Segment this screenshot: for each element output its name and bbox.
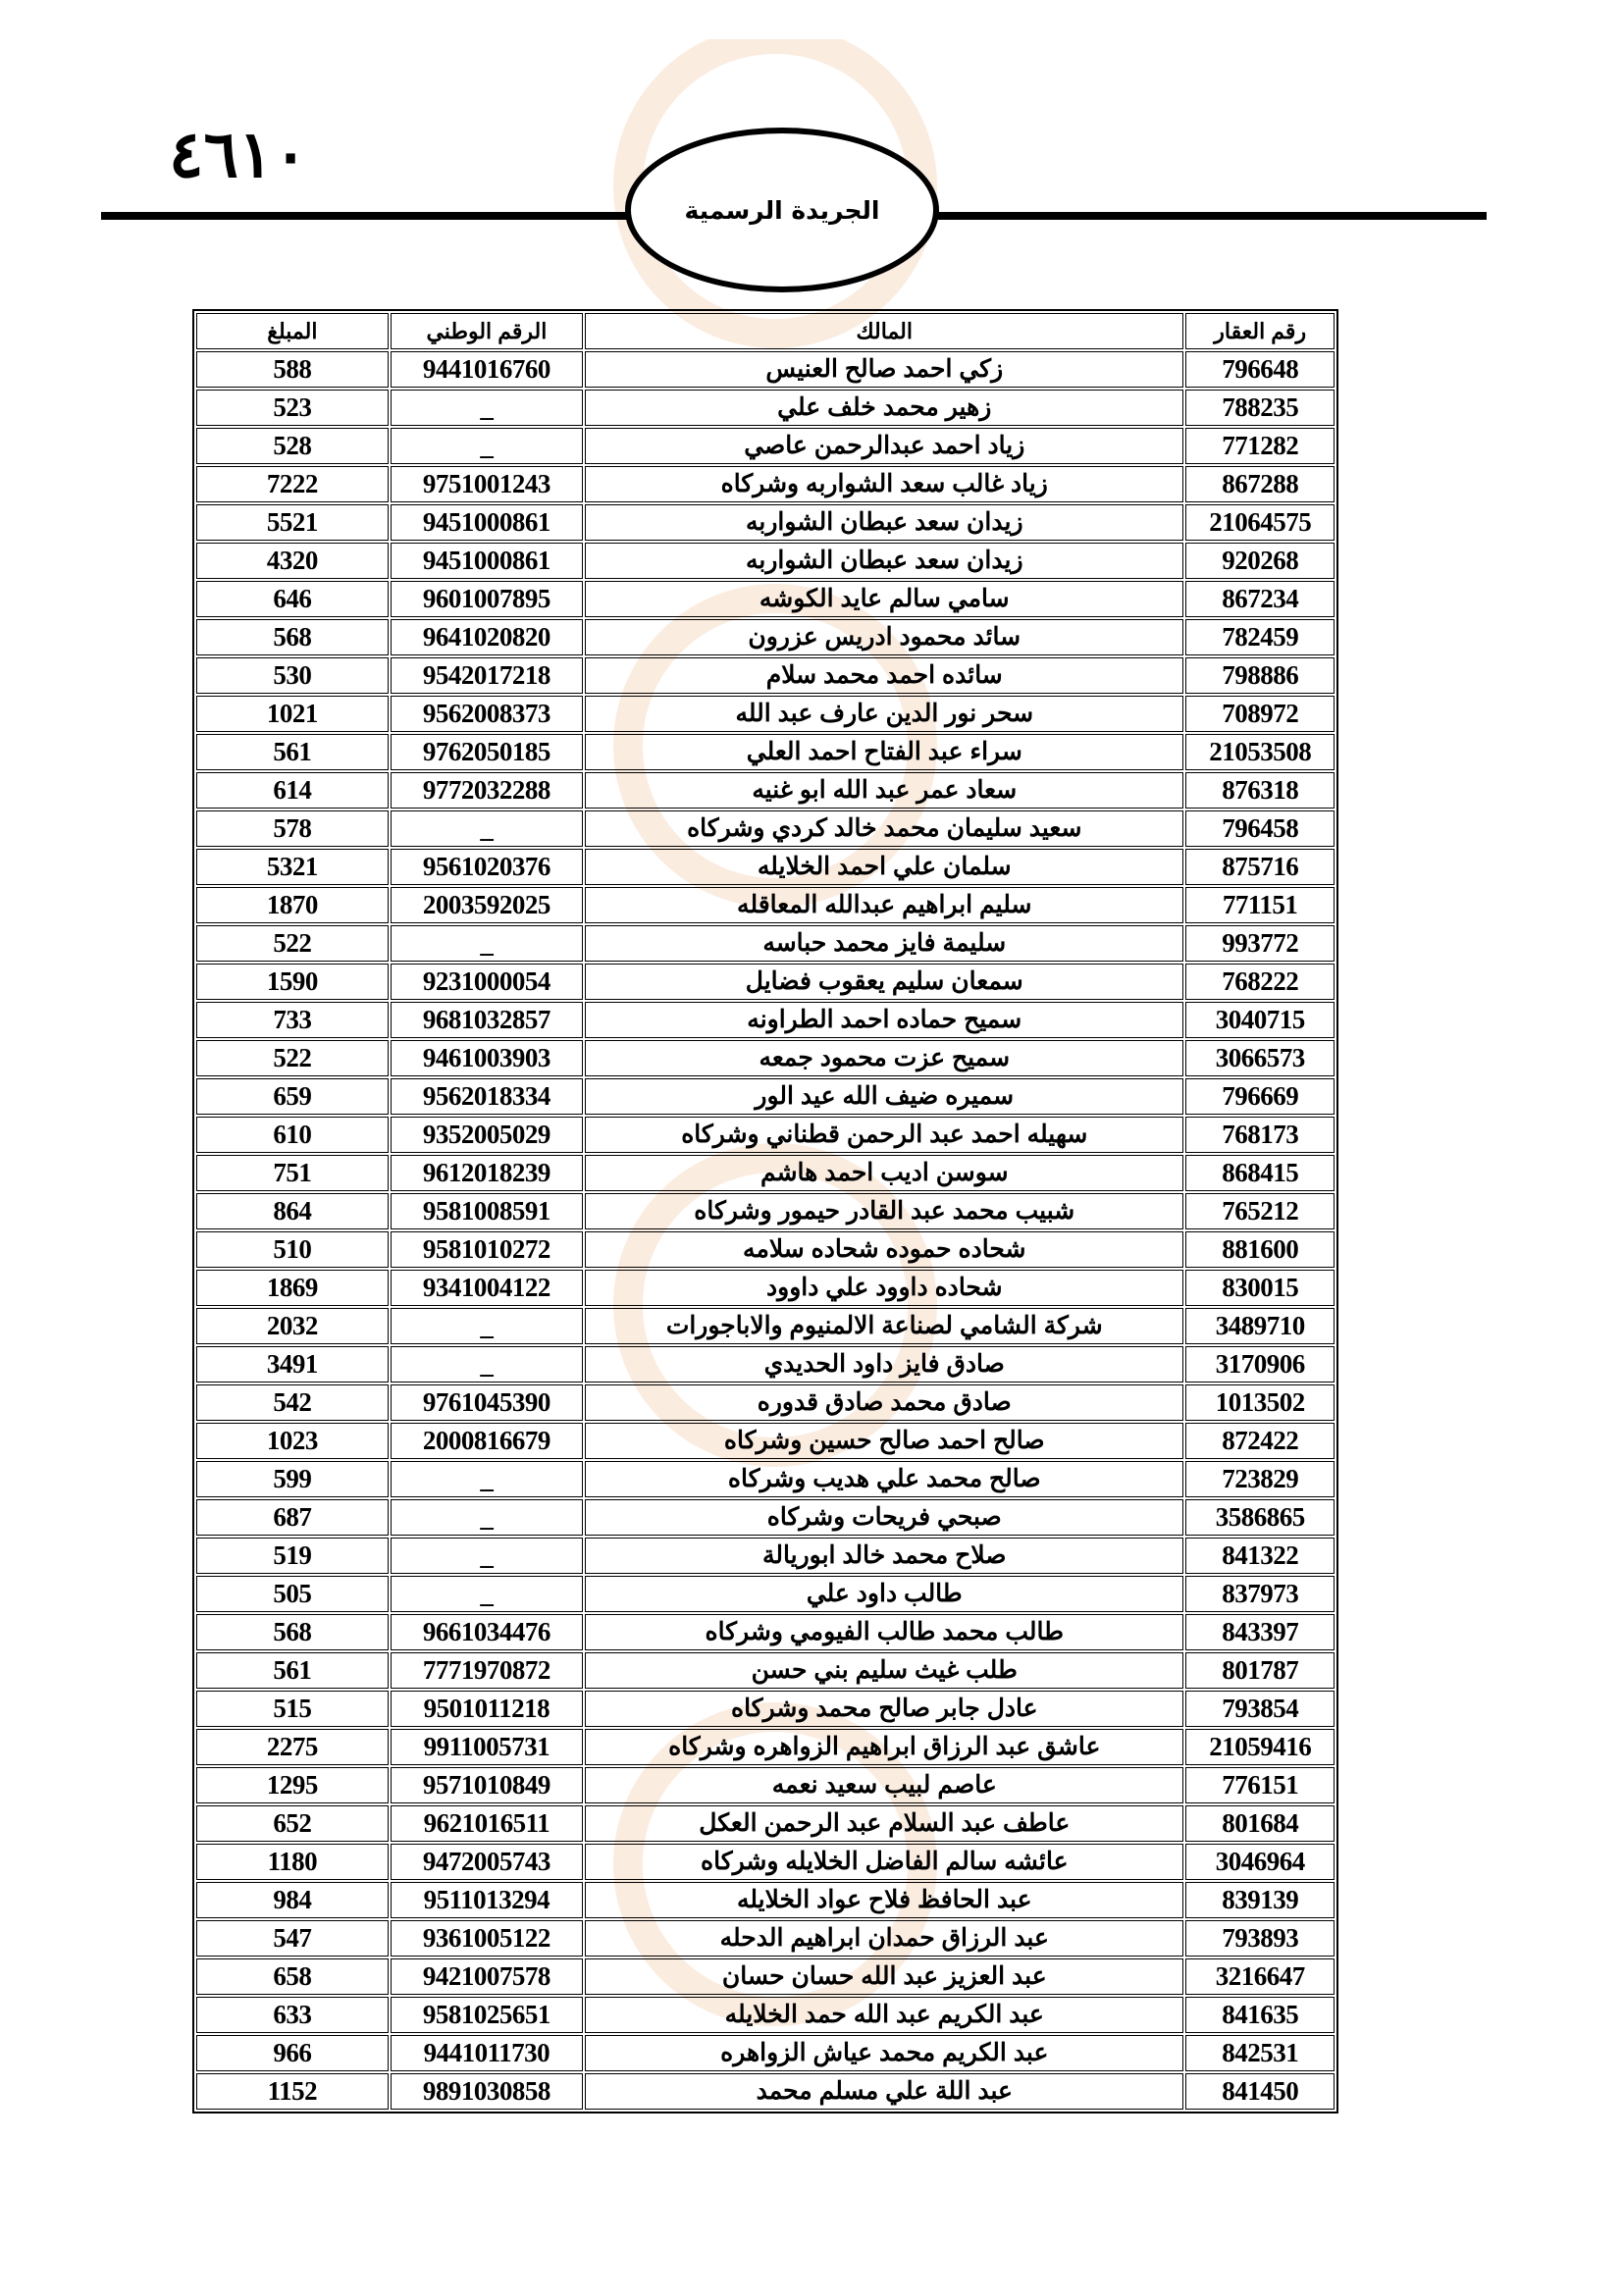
amount: 510 <box>196 1231 389 1268</box>
national-id: _ <box>391 1461 583 1497</box>
amount: 522 <box>196 925 389 962</box>
parcel-number: 801787 <box>1185 1652 1335 1689</box>
owner-name: صالح احمد صالح حسين وشركاه <box>585 1423 1183 1459</box>
national-id: _ <box>391 1346 583 1383</box>
national-id: 9451000861 <box>391 504 583 541</box>
national-id: _ <box>391 1576 583 1612</box>
national-id: 9681032857 <box>391 1002 583 1038</box>
parcel-number: 868415 <box>1185 1155 1335 1191</box>
parcel-number: 776151 <box>1185 1767 1335 1803</box>
national-id: _ <box>391 1499 583 1536</box>
parcel-number: 788235 <box>1185 390 1335 426</box>
amount: 614 <box>196 772 389 809</box>
owner-name: سليمة فايز محمد حباسه <box>585 925 1183 962</box>
national-id: 7771970872 <box>391 1652 583 1689</box>
table-row <box>196 1117 1335 1153</box>
table-row <box>196 696 1335 732</box>
parcel-number: 872422 <box>1185 1423 1335 1459</box>
amount: 633 <box>196 1997 389 2033</box>
table-row <box>196 1958 1335 1995</box>
owner-name: عبد الرزاق حمدان ابراهيم الدحله <box>585 1920 1183 1957</box>
national-id: 9891030858 <box>391 2073 583 2110</box>
owner-name: عبد الحافظ فلاح عواد الخلايله <box>585 1882 1183 1918</box>
national-id: 9911005731 <box>391 1729 583 1765</box>
table-row <box>196 1767 1335 1803</box>
table-row <box>196 1155 1335 1191</box>
parcel-number: 796648 <box>1185 351 1335 388</box>
owner-name: طالب داود علي <box>585 1576 1183 1612</box>
national-id: 9231000054 <box>391 964 583 1000</box>
parcel-number: 839139 <box>1185 1882 1335 1918</box>
table-row <box>196 1193 1335 1229</box>
parcel-number: 798886 <box>1185 657 1335 694</box>
national-id: _ <box>391 1308 583 1344</box>
amount: 519 <box>196 1538 389 1574</box>
parcel-number: 876318 <box>1185 772 1335 809</box>
parcel-number: 3170906 <box>1185 1346 1335 1383</box>
table-row <box>196 1652 1335 1689</box>
national-id: 9341004122 <box>391 1270 583 1306</box>
national-id: 9762050185 <box>391 734 583 770</box>
amount: 515 <box>196 1691 389 1727</box>
amount: 966 <box>196 2035 389 2071</box>
parcel-number: 842531 <box>1185 2035 1335 2071</box>
parcel-number: 875716 <box>1185 849 1335 885</box>
owner-name: عبد الكريم محمد عياش الزواهره <box>585 2035 1183 2071</box>
amount: 561 <box>196 734 389 770</box>
national-id: 9772032288 <box>391 772 583 809</box>
national-id: 9501011218 <box>391 1691 583 1727</box>
parcel-number: 796458 <box>1185 810 1335 847</box>
table-row <box>196 1461 1335 1497</box>
table-row <box>196 1576 1335 1612</box>
table-row <box>196 1423 1335 1459</box>
table-row <box>196 1997 1335 2033</box>
col-owner: المالك <box>585 313 1183 349</box>
owner-name: صادق محمد صادق قدوره <box>585 1384 1183 1421</box>
national-id: 9571010849 <box>391 1767 583 1803</box>
amount: 1870 <box>196 887 389 923</box>
owner-name: عاصم لبيب سعيد نعمه <box>585 1767 1183 1803</box>
table-row <box>196 810 1335 847</box>
national-id: _ <box>391 1538 583 1574</box>
table-row <box>196 619 1335 655</box>
owner-name: صادق فايز داود الحديدي <box>585 1346 1183 1383</box>
amount: 1021 <box>196 696 389 732</box>
owner-name: سعيد سليمان محمد خالد كردي وشركاه <box>585 810 1183 847</box>
page-number: ٤٦١٠ <box>169 116 308 192</box>
owner-name: سهيله احمد عبد الرحمن قطناني وشركاه <box>585 1117 1183 1153</box>
table-row <box>196 2035 1335 2071</box>
property-table <box>192 309 1338 2113</box>
table-row <box>196 1614 1335 1650</box>
national-id: 9561020376 <box>391 849 583 885</box>
table-row <box>196 1691 1335 1727</box>
national-id: 9441011730 <box>391 2035 583 2071</box>
parcel-number: 830015 <box>1185 1270 1335 1306</box>
national-id: 9562008373 <box>391 696 583 732</box>
owner-name: سلمان علي احمد الخلايله <box>585 849 1183 885</box>
amount: 687 <box>196 1499 389 1536</box>
national-id: 9661034476 <box>391 1614 583 1650</box>
col-national-id: الرقم الوطني <box>391 313 583 349</box>
parcel-number: 3040715 <box>1185 1002 1335 1038</box>
amount: 1869 <box>196 1270 389 1306</box>
table-row <box>196 964 1335 1000</box>
table-row <box>196 1499 1335 1536</box>
owner-name: عبد اللة علي مسلم محمد <box>585 2073 1183 2110</box>
table-row <box>196 1844 1335 1880</box>
amount: 522 <box>196 1040 389 1076</box>
parcel-number: 771282 <box>1185 428 1335 464</box>
table-row <box>196 734 1335 770</box>
parcel-number: 993772 <box>1185 925 1335 962</box>
parcel-number: 837973 <box>1185 1576 1335 1612</box>
gazette-title-oval <box>625 128 939 292</box>
owner-name: سامي سالم عايد الكوشه <box>585 581 1183 617</box>
amount: 4320 <box>196 543 389 579</box>
owner-name: عادل جابر صالح محمد وشركاه <box>585 1691 1183 1727</box>
parcel-number: 708972 <box>1185 696 1335 732</box>
table-row <box>196 543 1335 579</box>
owner-name: زهير محمد خلف علي <box>585 390 1183 426</box>
national-id: 9461003903 <box>391 1040 583 1076</box>
owner-name: زياد غالب سعد الشواربه وشركاه <box>585 466 1183 502</box>
amount: 1180 <box>196 1844 389 1880</box>
owner-name: عاطف عبد السلام عبد الرحمن العكل <box>585 1805 1183 1842</box>
owner-name: عائشه سالم الفاضل الخلايله وشركاه <box>585 1844 1183 1880</box>
amount: 528 <box>196 428 389 464</box>
table-row <box>196 1538 1335 1574</box>
table-row <box>196 428 1335 464</box>
national-id: _ <box>391 810 583 847</box>
national-id: 9472005743 <box>391 1844 583 1880</box>
amount: 3491 <box>196 1346 389 1383</box>
table-row <box>196 887 1335 923</box>
amount: 864 <box>196 1193 389 1229</box>
amount: 1295 <box>196 1767 389 1803</box>
parcel-number: 768173 <box>1185 1117 1335 1153</box>
national-id: 9581010272 <box>391 1231 583 1268</box>
amount: 652 <box>196 1805 389 1842</box>
national-id: _ <box>391 390 583 426</box>
parcel-number: 3586865 <box>1185 1499 1335 1536</box>
amount: 610 <box>196 1117 389 1153</box>
parcel-number: 841322 <box>1185 1538 1335 1574</box>
amount: 984 <box>196 1882 389 1918</box>
table-row <box>196 466 1335 502</box>
owner-name: سراء عبد الفتاح احمد العلي <box>585 734 1183 770</box>
amount: 568 <box>196 619 389 655</box>
amount: 542 <box>196 1384 389 1421</box>
parcel-number: 867234 <box>1185 581 1335 617</box>
amount: 530 <box>196 657 389 694</box>
national-id: 9352005029 <box>391 1117 583 1153</box>
owner-name: شحاده داوود علي داوود <box>585 1270 1183 1306</box>
parcel-number: 1013502 <box>1185 1384 1335 1421</box>
parcel-number: 3216647 <box>1185 1958 1335 1995</box>
parcel-number: 920268 <box>1185 543 1335 579</box>
table-row <box>196 1729 1335 1765</box>
parcel-number: 21064575 <box>1185 504 1335 541</box>
national-id: 9751001243 <box>391 466 583 502</box>
table-row <box>196 1805 1335 1842</box>
national-id: _ <box>391 428 583 464</box>
owner-name: طالب محمد طالب الفيومي وشركاه <box>585 1614 1183 1650</box>
national-id: 2003592025 <box>391 887 583 923</box>
table-row <box>196 504 1335 541</box>
national-id: 9361005122 <box>391 1920 583 1957</box>
owner-name: سميح حماده احمد الطراونه <box>585 1002 1183 1038</box>
table-row <box>196 1920 1335 1957</box>
amount: 588 <box>196 351 389 388</box>
table-row <box>196 1040 1335 1076</box>
amount: 659 <box>196 1078 389 1115</box>
amount: 547 <box>196 1920 389 1957</box>
owner-name: شركة الشامي لصناعة الالمنيوم والاباجورات <box>585 1308 1183 1344</box>
national-id: 9581008591 <box>391 1193 583 1229</box>
col-parcel-number: رقم العقار <box>1185 313 1335 349</box>
table-row <box>196 925 1335 962</box>
owner-name: شحاده حموده شحاده سلامه <box>585 1231 1183 1268</box>
parcel-number: 768222 <box>1185 964 1335 1000</box>
table-row <box>196 1384 1335 1421</box>
national-id: 2000816679 <box>391 1423 583 1459</box>
parcel-number: 21053508 <box>1185 734 1335 770</box>
owner-name: سائده احمد محمد سلام <box>585 657 1183 694</box>
owner-name: صبحي فريحات وشركاه <box>585 1499 1183 1536</box>
table-row <box>196 581 1335 617</box>
parcel-number: 867288 <box>1185 466 1335 502</box>
table-row <box>196 351 1335 388</box>
amount: 561 <box>196 1652 389 1689</box>
owner-name: عاشق عبد الرزاق ابراهيم الزواهره وشركاه <box>585 1729 1183 1765</box>
parcel-number: 843397 <box>1185 1614 1335 1650</box>
table-row <box>196 1078 1335 1115</box>
amount: 658 <box>196 1958 389 1995</box>
amount: 1590 <box>196 964 389 1000</box>
national-id: _ <box>391 925 583 962</box>
national-id: 9562018334 <box>391 1078 583 1115</box>
table-row <box>196 1882 1335 1918</box>
national-id: 9761045390 <box>391 1384 583 1421</box>
amount: 578 <box>196 810 389 847</box>
table-row <box>196 390 1335 426</box>
owner-name: عبد الكريم عبد الله حمد الخلايله <box>585 1997 1183 2033</box>
amount: 646 <box>196 581 389 617</box>
national-id: 9451000861 <box>391 543 583 579</box>
owner-name: زيدان سعد عبطان الشواربه <box>585 504 1183 541</box>
amount: 733 <box>196 1002 389 1038</box>
table-header-row <box>196 313 1335 349</box>
amount: 1023 <box>196 1423 389 1459</box>
parcel-number: 771151 <box>1185 887 1335 923</box>
table-row <box>196 1270 1335 1306</box>
owner-name: سوسن اديب احمد هاشم <box>585 1155 1183 1191</box>
table-row <box>196 772 1335 809</box>
gazette-title: الجريدة الرسمية <box>684 195 880 225</box>
parcel-number: 765212 <box>1185 1193 1335 1229</box>
national-id: 9621016511 <box>391 1805 583 1842</box>
parcel-number: 796669 <box>1185 1078 1335 1115</box>
amount: 751 <box>196 1155 389 1191</box>
parcel-number: 21059416 <box>1185 1729 1335 1765</box>
table-row <box>196 2073 1335 2110</box>
amount: 5321 <box>196 849 389 885</box>
table-row <box>196 1002 1335 1038</box>
table-row <box>196 849 1335 885</box>
owner-name: عبد العزيز عبد الله حسان حسان <box>585 1958 1183 1995</box>
owner-name: سميره ضيف الله عيد الور <box>585 1078 1183 1115</box>
parcel-number: 881600 <box>1185 1231 1335 1268</box>
owner-name: سعاد عمر عبد الله ابو غنيه <box>585 772 1183 809</box>
owner-name: شبيب محمد عبد القادر حيمور وشركاه <box>585 1193 1183 1229</box>
owner-name: سليم ابراهيم عبدالله المعاقله <box>585 887 1183 923</box>
owner-name: زياد احمد عبدالرحمن عاصي <box>585 428 1183 464</box>
national-id: 9601007895 <box>391 581 583 617</box>
parcel-number: 723829 <box>1185 1461 1335 1497</box>
table-row <box>196 1231 1335 1268</box>
owner-name: سمعان سليم يعقوب فضايل <box>585 964 1183 1000</box>
owner-name: زكي احمد صالح العنيس <box>585 351 1183 388</box>
owner-name: طلب غيث سليم بني حسن <box>585 1652 1183 1689</box>
national-id: 9581025651 <box>391 1997 583 2033</box>
amount: 1152 <box>196 2073 389 2110</box>
col-amount: المبلغ <box>196 313 389 349</box>
amount: 2032 <box>196 1308 389 1344</box>
owner-name: سائد محمود ادريس عزرون <box>585 619 1183 655</box>
owner-name: صالح محمد علي هديب وشركاه <box>585 1461 1183 1497</box>
owner-name: سحر نور الدين عارف عبد الله <box>585 696 1183 732</box>
parcel-number: 841635 <box>1185 1997 1335 2033</box>
national-id: 9441016760 <box>391 351 583 388</box>
national-id: 9421007578 <box>391 1958 583 1995</box>
amount: 568 <box>196 1614 389 1650</box>
national-id: 9542017218 <box>391 657 583 694</box>
parcel-number: 793854 <box>1185 1691 1335 1727</box>
owner-name: صلاح محمد خالد ابوريالة <box>585 1538 1183 1574</box>
parcel-number: 793893 <box>1185 1920 1335 1957</box>
parcel-number: 801684 <box>1185 1805 1335 1842</box>
table-row <box>196 1346 1335 1383</box>
parcel-number: 782459 <box>1185 619 1335 655</box>
table-row <box>196 657 1335 694</box>
national-id: 9511013294 <box>391 1882 583 1918</box>
amount: 599 <box>196 1461 389 1497</box>
parcel-number: 3046964 <box>1185 1844 1335 1880</box>
national-id: 9641020820 <box>391 619 583 655</box>
parcel-number: 3066573 <box>1185 1040 1335 1076</box>
owner-name: زيدان سعد عبطان الشواربه <box>585 543 1183 579</box>
table-row <box>196 1308 1335 1344</box>
national-id: 9612018239 <box>391 1155 583 1191</box>
owner-name: سميح عزت محمود جمعه <box>585 1040 1183 1076</box>
amount: 7222 <box>196 466 389 502</box>
amount: 2275 <box>196 1729 389 1765</box>
amount: 505 <box>196 1576 389 1612</box>
amount: 5521 <box>196 504 389 541</box>
amount: 523 <box>196 390 389 426</box>
parcel-number: 841450 <box>1185 2073 1335 2110</box>
parcel-number: 3489710 <box>1185 1308 1335 1344</box>
